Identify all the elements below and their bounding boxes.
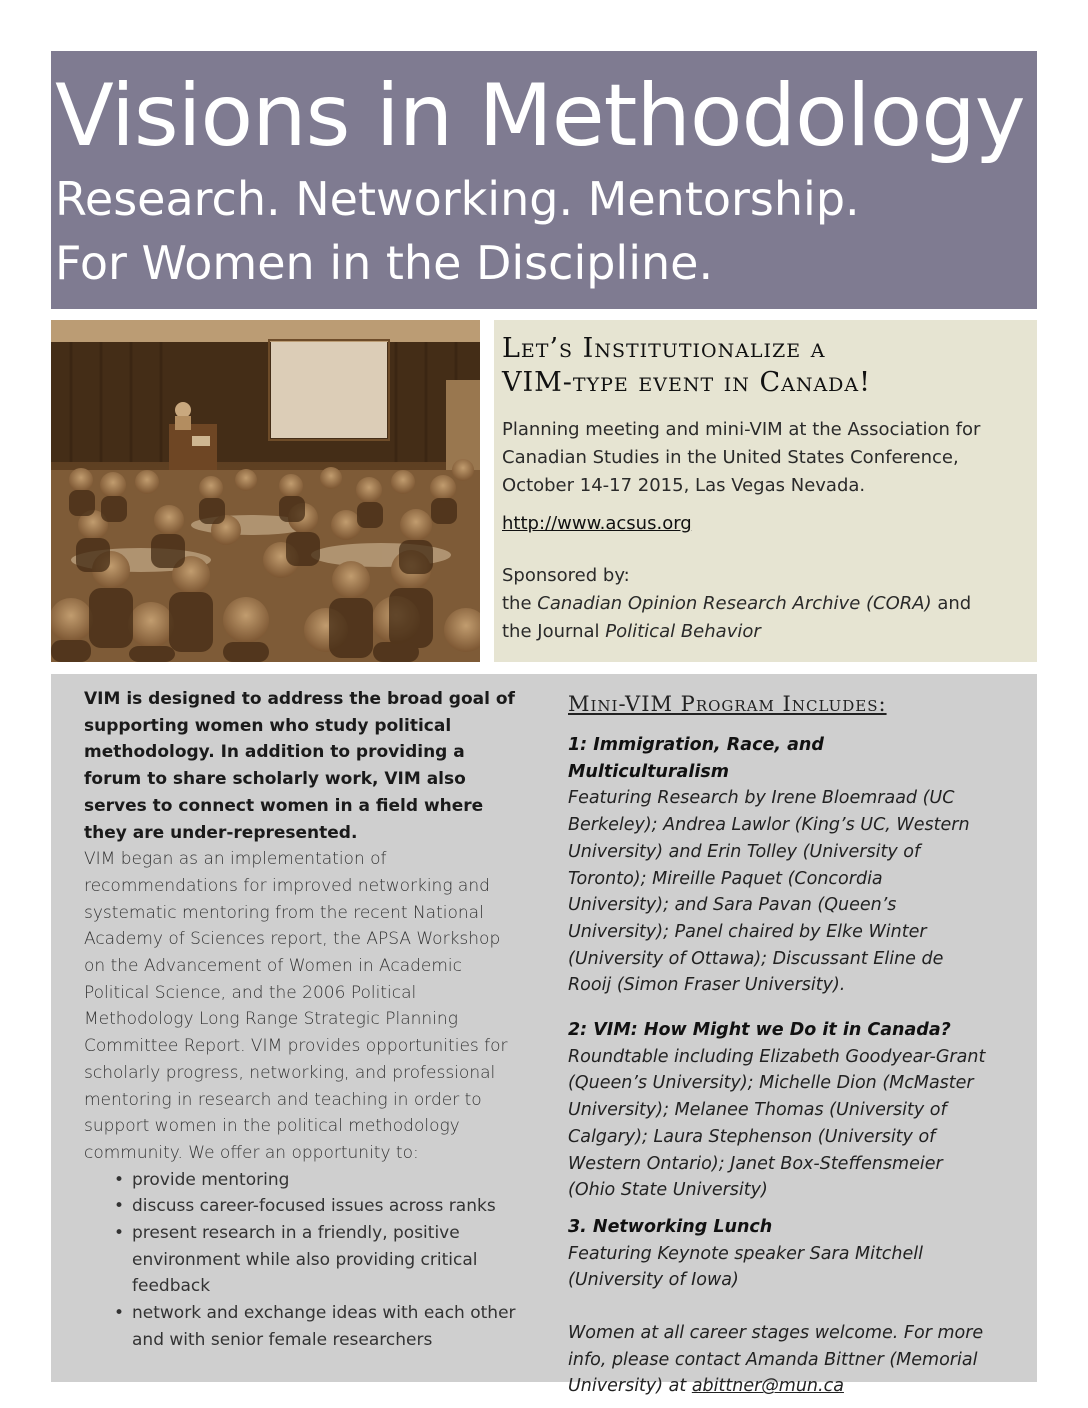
- sponsor-2-name: Political Behavior: [605, 621, 761, 642]
- contact-info: [568, 1320, 988, 1400]
- list-item: • present research in a friendly, positive environment while also providing critical feedback: [114, 1220, 524, 1300]
- about-column: [84, 686, 524, 1354]
- session-2-desc: Roundtable including Elizabeth Goodyear-Grant (Queen’s University); Michelle Dion (McMaster University); Melanee Thomas (University of Calgary); Laura Stephenson (University of Western Ontario); Janet Box-Steffensmeier (Ohio State University): [568, 1046, 986, 1201]
- session-1-title: 1: Immigration, Race, and Multiculturalism: [568, 735, 824, 782]
- event-details: Planning meeting and mini-VIM at the Association for Canadian Studies in the United States Conference, October 14-17 2015, Las Vegas Nevada.: [502, 419, 981, 496]
- list-item: • provide mentoring: [114, 1167, 524, 1194]
- sponsor-1-name: Canadian Opinion Research Archive (CORA): [537, 593, 932, 614]
- bullet-icon: •: [114, 1196, 125, 1217]
- list-item: • discuss career-focused issues across ranks: [114, 1193, 524, 1220]
- contact-text: Women at all career stages welcome. For more info, please contact Amanda Bittner (Memorial University) at: [568, 1323, 984, 1397]
- header-banner: [51, 51, 1037, 309]
- session-1-desc: Featuring Research by Irene Bloemraad (UC Berkeley); Andrea Lawlor (King’s UC, Western University) and Erin Tolley (University of Toronto); Mireille Paquet (Concordia University); and Sara Pavan (Queen’s University); Panel chaired by Elke Winter (University of Ottawa); Discussant Eline de Rooij (Simon Fraser University).: [568, 788, 970, 996]
- sponsored-label: Sponsored by:: [502, 565, 630, 586]
- conference-photo: [51, 320, 480, 662]
- program-column: [568, 690, 988, 1400]
- bullet-icon: •: [114, 1169, 125, 1190]
- program-panel: [51, 674, 1037, 1397]
- program-heading: Mini-VIM Program Includes:: [568, 692, 887, 716]
- announcement-box: [494, 320, 1037, 662]
- acsus-link[interactable]: http://www.acsus.org: [502, 513, 692, 534]
- about-body: VIM began as an implementation of recommendations for improved networking and systematic mentoring from the recent National Academy of Sciences report, the APSA Workshop on the Advancement of Women in Academic Political Science, and the 2006 Political Methodology Long Range Strategic Planning Committee Report. VIM provides opportunities for scholarly progress, networking, and professional mentoring in research and teaching in order to support women in the political methodology community. We offer an opportunity to:: [84, 849, 508, 1163]
- sponsor-2-prefix: the Journal: [502, 621, 606, 642]
- page-title: Visions in Methodology: [55, 66, 1025, 166]
- sponsor-1-prefix: the: [502, 593, 538, 614]
- sponsor-1-suffix: and: [931, 593, 972, 614]
- tagline-line-2: For Women in the Discipline.: [55, 236, 714, 290]
- about-lead: VIM is designed to address the broad goal of supporting women who study political methodology. In addition to providing a forum to share scholarly work, VIM also serves to connect women in a field where they are under-represented.: [84, 689, 515, 843]
- announcement-title-line-1: Let’s Institutionalize a: [502, 333, 826, 364]
- bullet-icon: •: [114, 1223, 125, 1244]
- announcement-title-line-2: VIM-type event in Canada!: [502, 367, 871, 398]
- list-item: • network and exchange ideas with each other and with senior female researchers: [114, 1300, 524, 1353]
- session-2-title: 2: VIM: How Might we Do it in Canada?: [568, 1020, 951, 1041]
- contact-email-link[interactable]: abittner@mun.ca: [691, 1376, 844, 1397]
- bullet-icon: •: [114, 1303, 125, 1324]
- opportunity-list: [84, 1167, 524, 1354]
- announcement-title: [502, 332, 1027, 400]
- session-3-desc: Featuring Keynote speaker Sara Mitchell (University of Iowa): [568, 1243, 924, 1291]
- tagline-line-1: Research. Networking. Mentorship.: [55, 172, 860, 226]
- session-3-title: 3. Networking Lunch: [568, 1216, 773, 1237]
